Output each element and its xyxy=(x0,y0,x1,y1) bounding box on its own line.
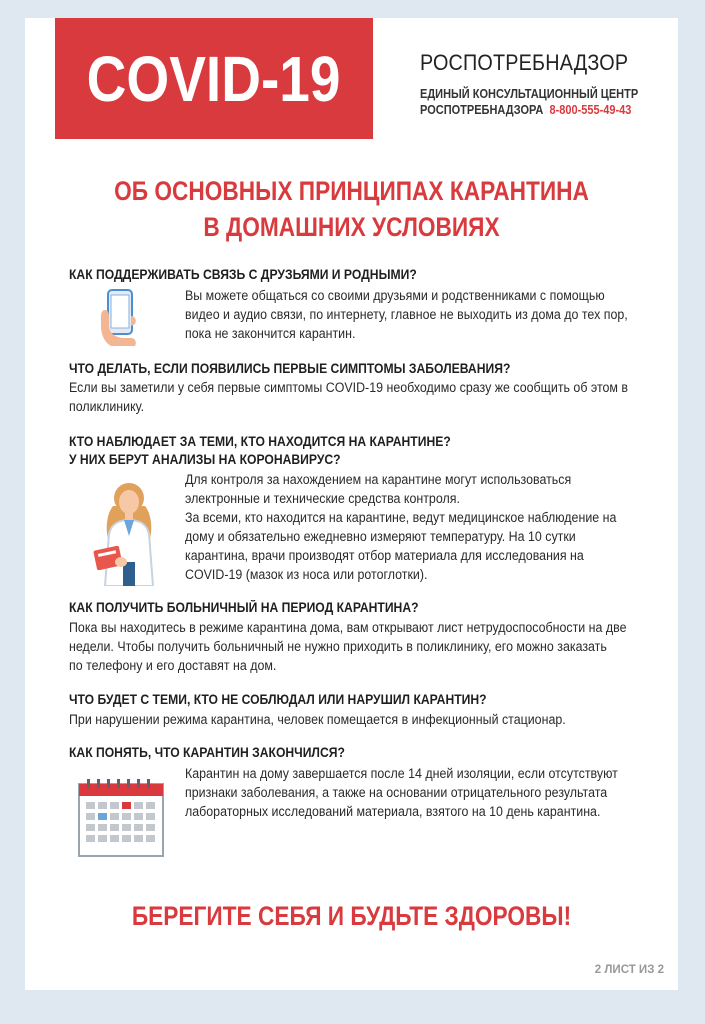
poster-page xyxy=(25,18,678,990)
doctor-icon xyxy=(91,476,167,586)
consultation-center-line2: РОСПОТРЕБНАДЗОРА 8-800-555-49-43 xyxy=(420,103,632,117)
answer-violation: При нарушении режима карантина, человек помещается в инфекционный стационар. xyxy=(69,712,566,727)
covid-title-banner xyxy=(55,18,373,139)
page-indicator: 2 ЛИСТ ИЗ 2 xyxy=(594,964,664,976)
calendar-icon xyxy=(77,778,167,858)
headline-line2: В ДОМАШНИХ УСЛОВИЯХ xyxy=(203,212,500,242)
answer-symptoms: Если вы заметили у себя первые симптомы COVID-19 необходимо сразу же сообщить об этом в поликлинику. xyxy=(69,380,629,414)
page-headline xyxy=(25,173,678,245)
headline-line1: ОБ ОСНОВНЫХ ПРИНЦИПАХ КАРАНТИНА xyxy=(114,176,589,206)
answer-monitoring: Для контроля за нахождением на карантине могут использоваться электронные и технические средства контроля. За всеми, кто находится на карантине, ведут медицинское наблюдение на дому и обязательно ежедневно измеряют температуру. На 10 сутки карантина, врачи производят отбор материала для исследования на COVID-19 (мазок из носа или ротоглотки). xyxy=(185,472,617,582)
closing-slogan: БЕРЕГИТЕ СЕБЯ И БУДЬТЕ ЗДОРОВЫ! xyxy=(131,901,572,931)
question-contact: КАК ПОДДЕРЖИВАТЬ СВЯЗЬ С ДРУЗЬЯМИ И РОДНЫМИ? xyxy=(69,267,417,282)
question-monitoring: КТО НАБЛЮДАЕТ ЗА ТЕМИ, КТО НАХОДИТСЯ НА КАРАНТИНЕ? У НИХ БЕРУТ АНАЛИЗЫ НА КОРОНАВИРУС? xyxy=(69,434,451,467)
consultation-center-line1: ЕДИНЫЙ КОНСУЛЬТАЦИОННЫЙ ЦЕНТР xyxy=(420,87,639,101)
brand-title: COVID-19 xyxy=(87,42,341,115)
consultation-center xyxy=(420,86,640,118)
question-sick-leave: КАК ПОЛУЧИТЬ БОЛЬНИЧНЫЙ НА ПЕРИОД КАРАНТИНА? xyxy=(69,600,419,615)
question-violation: ЧТО БУДЕТ С ТЕМИ, КТО НЕ СОБЛЮДАЛ ИЛИ НАРУШИЛ КАРАНТИН? xyxy=(69,692,487,707)
answer-sick-leave: Пока вы находитесь в режиме карантина дома, вам открывают лист нетрудоспособности на две недели. Чтобы получить больничный не нужно приходить в поликлинику, его можно заказать по телефону и его доставят на дом. xyxy=(69,620,627,673)
answer-contact: Вы можете общаться со своими друзьями и родственниками с помощью видео и аудио связи, по интернету, главное не выходить из дома до тех пор, пока не закончится карантин. xyxy=(185,288,628,341)
organization-block xyxy=(420,50,670,118)
hotline-phone: 8-800-555-49-43 xyxy=(549,103,632,117)
organization-name: РОСПОТРЕБНАДЗОР xyxy=(420,50,629,75)
smartphone-hand-icon xyxy=(95,286,145,348)
answer-end-of-quarantine: Карантин на дому завершается после 14 дней изоляции, если отсутствуют признаки заболевания, а также на основании отрицательного результата лабораторных исследований материала, взятого на 10 день карантина. xyxy=(185,766,618,819)
question-end-of-quarantine: КАК ПОНЯТЬ, ЧТО КАРАНТИН ЗАКОНЧИЛСЯ? xyxy=(69,745,345,760)
question-symptoms: ЧТО ДЕЛАТЬ, ЕСЛИ ПОЯВИЛИСЬ ПЕРВЫЕ СИМПТОМЫ ЗАБОЛЕВАНИЯ? xyxy=(69,361,511,376)
